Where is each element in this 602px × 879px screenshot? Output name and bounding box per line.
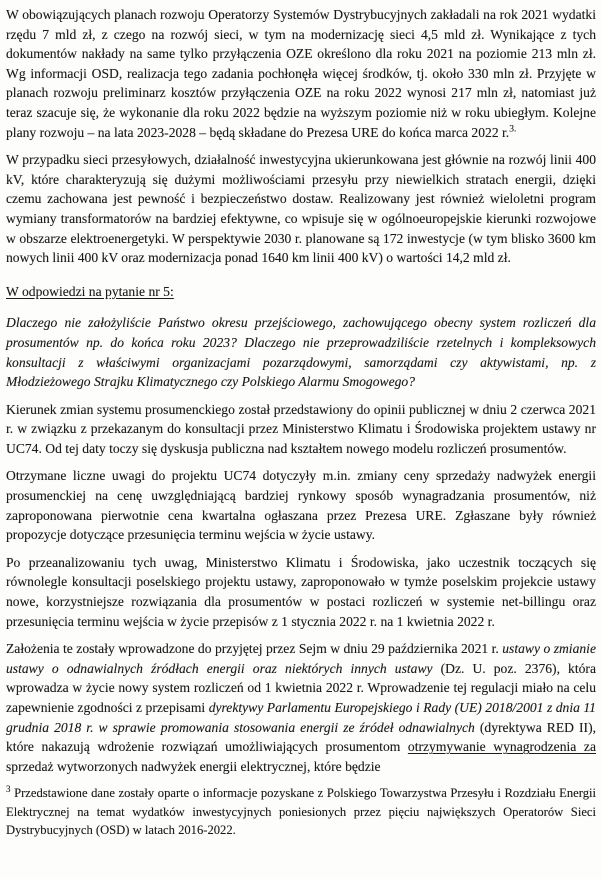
paragraph-text: W obowiązujących planach rozwoju Operatorzy Systemów Dystrybucyjnych zakładali na rok 2021 wydatki rzędu 7 mld zł, z czego na rozwój sieci, w tym na modernizację sieci 4,5 mld zł. Wynikające z tych dokumentów nakłady na same tylko przyłączenia OZE określono dla roku 2021 na poziomie 213 mln zł. Wg informacji OSD, realizacja tego zadania pochłonęła więcej środków, tj. około 330 mln zł. Przyjęte w planach rozwoju preliminarz kosztów przyłączenia OZE na roku 2022 wynosi 217 mln zł, natomiast już teraz szacuje się, że wykonanie dla roku 2022 będzie na wyższym poziomie niż w roku ubiegłym. Kolejne plany rozwoju – na lata 2023-2028 – będą składane do Prezesa URE do końca marca 2022 r. xyxy=(6,7,596,140)
body-paragraph-osd-plans xyxy=(6,5,596,142)
footnote-marker: 3 xyxy=(6,784,11,795)
paragraph-segment: (dyrektywa RED II), które nakazują wdrożenie rozwiązań umożliwiających prosumentom xyxy=(6,719,597,755)
underlined-phrase: otrzymywanie wynagrodzenia za xyxy=(407,739,596,755)
body-paragraph-ministry-proposal xyxy=(6,553,596,631)
paragraph-text: Po przeanalizowaniu tych uwag, Ministerstwo Klimatu i Środowiska, jako uczestnik toczących się równolegle konsultacji poselskiego projektu ustawy, zaproponowało w tymże poselskim projekcie ustawy nowe, korzystniejsze rozwiązania dla prosumentów w postaci rozliczeń w systemie net-billingu oraz przesunięcia terminu wejścia w życie przepisów z 1 stycznia 2022 r. na 1 kwietnia 2022 r. xyxy=(6,554,596,629)
body-paragraph-sejm-act xyxy=(6,639,596,776)
footnote-3 xyxy=(6,784,596,839)
quoted-question-paragraph: Dlaczego nie założyliście Państwo okresu przejściowego, zachowującego obecny system rozliczeń dla prosumentów np. do końca roku 2023? Dlaczego nie przeprowadziliście rzetelnych i kompleksowych konsultacji z właściwymi organizacjami pozarządowymi, samorządami czy aktywistami, np. z Młodzieżowego Strajku Klimatycznego czy Polskiego Alarmu Smogowego? xyxy=(6,315,596,390)
footnote-text: Przedstawione dane zostały oparte o informacje pozyskane z Polskiego Towarzystwa Przesyłu i Rozdziału Energii Elektrycznej na temat wydatków inwestycyjnych poniesionych przez pięciu największych Operatorów Sieci Dystrybucyjnych (OSD) w latach 2016-2022. xyxy=(6,786,596,838)
paragraph-text: W przypadku sieci przesyłowych, działalność inwestycyjna ukierunkowana jest głównie na rozwój linii 400 kV, które charakteryzują się dużymi możliwościami przesyłu przy niewielkich stratach energii, dzięki czemu zachowana jest pewność i bezpieczeństwo dostaw. Realizowany jest również wieloletni program wymiany transformatorów na bardziej efektywne, co wpisuje się w ogólnoeuropejskie kierunki rozwojowe w obszarze elektroenergetyki. W perspektywie 2030 r. planowane są 172 inwestycje (w tym blisko 3600 km nowych linii 400 kV oraz modernizacja ponad 1640 km linii 400 kV) o wartości 14,2 mld zł. xyxy=(6,152,596,266)
body-paragraph-uc74-comments xyxy=(6,466,596,544)
paragraph-text: Otrzymane liczne uwagi do projektu UC74 dotyczyły m.in. zmiany ceny sprzedaży nadwyżek energii prosumenckiej na cenę uwzględniającą bardziej rynkowy sposób wynagradzania prosumentów, niż zaproponowana pierwotnie cena kwartalna ogłaszana przez Prezesa URE. Zgłaszane były również propozycje dotyczące przesunięcia terminu wejścia w życie ustawy. xyxy=(6,468,596,543)
paragraph-segment: Założenia te zostały wprowadzone do przyjętej przez Sejm w dniu 29 października 2021 r. xyxy=(6,641,503,657)
footnote-reference-3: 3. xyxy=(509,124,517,135)
paragraph-segment: (Dz. U. poz. 2376), która wprowadza w życie nowy system rozliczeń od 1 kwietnia 2022 r. Wprowadzenie tej regulacji miało na celu zapewnienie zgodności z przepisami xyxy=(6,660,596,715)
paragraph-segment: sprzedaż wytworzonych nadwyżek energii elektrycznej, które będzie xyxy=(6,758,381,774)
body-paragraph-prosumer-direction xyxy=(6,400,596,459)
body-paragraph-transmission-grid xyxy=(6,150,596,268)
directive-title-italic: dyrektywy Parlamentu Europejskiego i Rady (UE) 2018/2001 z dnia 11 grudnia 2018 r. w sprawie promowania stosowania energii ze źródeł odnawialnych xyxy=(6,700,596,735)
act-title-italic: ustawy o zmianie ustawy o odnawialnych źródłach energii oraz niektórych innych ustawy xyxy=(6,641,596,676)
paragraph-text: Kierunek zmian systemu prosumenckiego został przedstawiony do opinii publicznej w dniu 2 czerwca 2021 r. w związku z przekazanym do konsultacji przez Ministerstwo Klimatu i Środowiska projektem ustawy nr UC74. Od tej daty toczy się dyskusja publiczna nad kształtem nowego modelu rozliczeń prosumentów. xyxy=(6,401,596,456)
section-heading-question-5: W odpowiedzi na pytanie nr 5: xyxy=(6,283,174,299)
